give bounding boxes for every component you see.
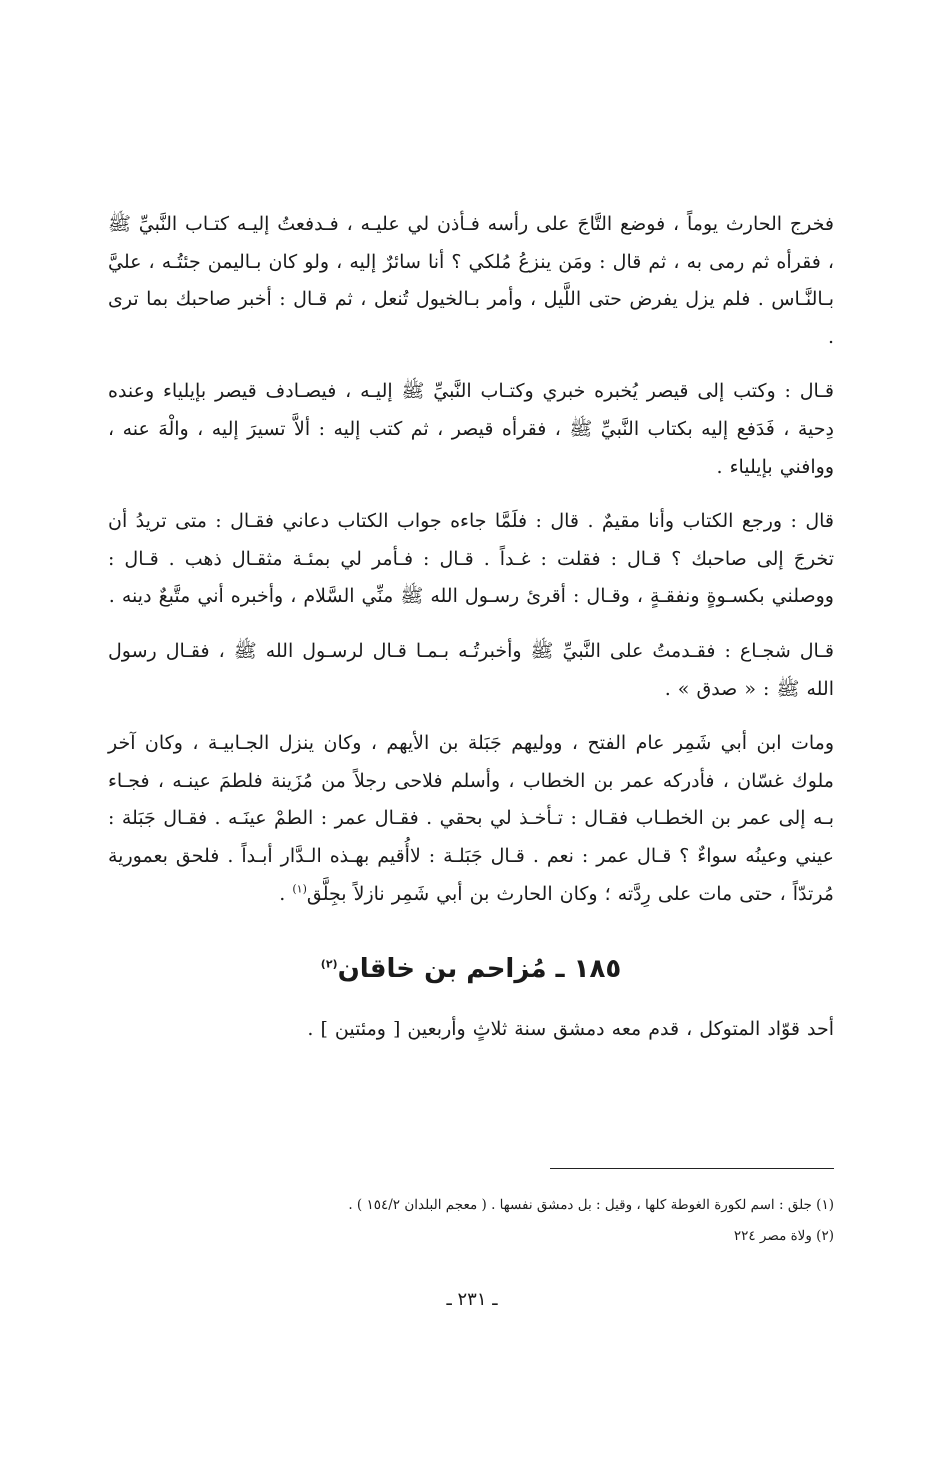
paragraph-1: فخرج الحارث يوماً ، فوضع التَّاجَ على رأسه فـأذن لي عليـه ، فـدفعتُ إليـه كتـاب النَّبيِّ ﷺ ، فقرأه ثم رمى به ، ثم قال : ومَن ينزعُ مُلكي ؟ أنا سائرٌ إليه ، ولو كان بـاليمن جئتُـه ، عليَّ بـالنَّـاس . فلم يزل يفرض حتى اللَّيل ، وأمر بـالخيول تُنعل ، ثم قـال : أخبر صاحبك بما ترى . — [108, 213, 834, 348]
paragraph-2: قـال : وكتب إلى قيصر يُخبره خبري وكتـاب النَّبيِّ ﷺ إليـه ، فيصـادف قيصر بإيلياء وعنده دِحية ، فَدَفع إليه بكتاب النَّبيِّ ﷺ ، فقرأه قيصر ، ثم كتب إليه : ألاَّ تسيرَ إليه ، والْهَ عنه ، ووافني بإيلياء . — [108, 380, 834, 478]
paragraph-5 — [108, 725, 834, 913]
paragraph-4: قـال شجـاع : فقـدمتُ على النَّبيِّ ﷺ وأخبرتُـه بـمـا قـال لرسـول الله ﷺ ، فقـال رسول الله ﷺ : « صدق » . — [108, 639, 834, 700]
paragraph-3: قال : ورجع الكتاب وأنا مقيمٌ . قال : فلَمَّا جاءه جواب الكتاب دعاني فقـال : متى تريدُ أن تخرجَ إلى صاحبك ؟ قـال : فقلت : غـداً . قـال : فـأمر لي بمئـة مثقـال ذهب . قـال : ووصلني بكسـوةٍ ونفقـةٍ ، وقـال : أقرئ رسـول الله ﷺ منِّي السَّلام ، وأخبره أني متَّبعٌ دينه . — [108, 510, 834, 608]
footnotes — [108, 1190, 834, 1252]
paragraph-5-end: . — [279, 882, 293, 905]
main-text — [108, 206, 834, 1066]
footnote-ref-1: (١) — [292, 882, 307, 896]
page-number: ـ ٢٣١ ـ — [446, 1289, 498, 1310]
entry-text: أحد قوّاد المتوكل ، قدم معه دمشق سنة ثلاثٍ وأربعين [ ومئتين ] . — [307, 1018, 834, 1041]
footnote-1: (١) جلق : اسم لكورة الغوطة كلها ، وقيل : بل دمشق نفسها . ( معجم البلدان ١٥٤/٢ ) . — [348, 1197, 834, 1213]
footnote-ref-2: (٢) — [320, 957, 338, 971]
footnote-2: (٢) ولاة مصر ٢٢٤ — [733, 1228, 834, 1244]
entry-heading — [108, 949, 834, 989]
entry-heading-text: ١٨٥ ـ مُزاحم بن خاقان — [337, 954, 622, 985]
paragraph-5-text: ومات ابن أبي شَمِر عام الفتح ، ووليهم جَبَلة بن الأيهم ، وكان ينزل الجـابيـة ، وكان آخر ملوك غسّان ، فأدركه عمر بن الخطاب ، وأسلم فلاحى رجلاً من مُزَينة فلطمَ عينـه ، فجـاء بـه إلى عمر بن الخطـاب فقـال : تـأخـذ لي بحقي . فقـال عمر : الطمْ عينَـه . فقـال جَبَلة : عيني وعينُه سواءٌ ؟ قـال عمر : نعم . قـال جَبَلـة : لاأُقيم بهـذه الـدَّار أبـداً . فلحق بعمورية مُرتدّاً ، حتى مات على رِدَّته ؛ وكان الحارث بن أبي شَمِر نازلاً بجِلَّق — [108, 732, 834, 905]
footnote-divider — [550, 1168, 834, 1169]
